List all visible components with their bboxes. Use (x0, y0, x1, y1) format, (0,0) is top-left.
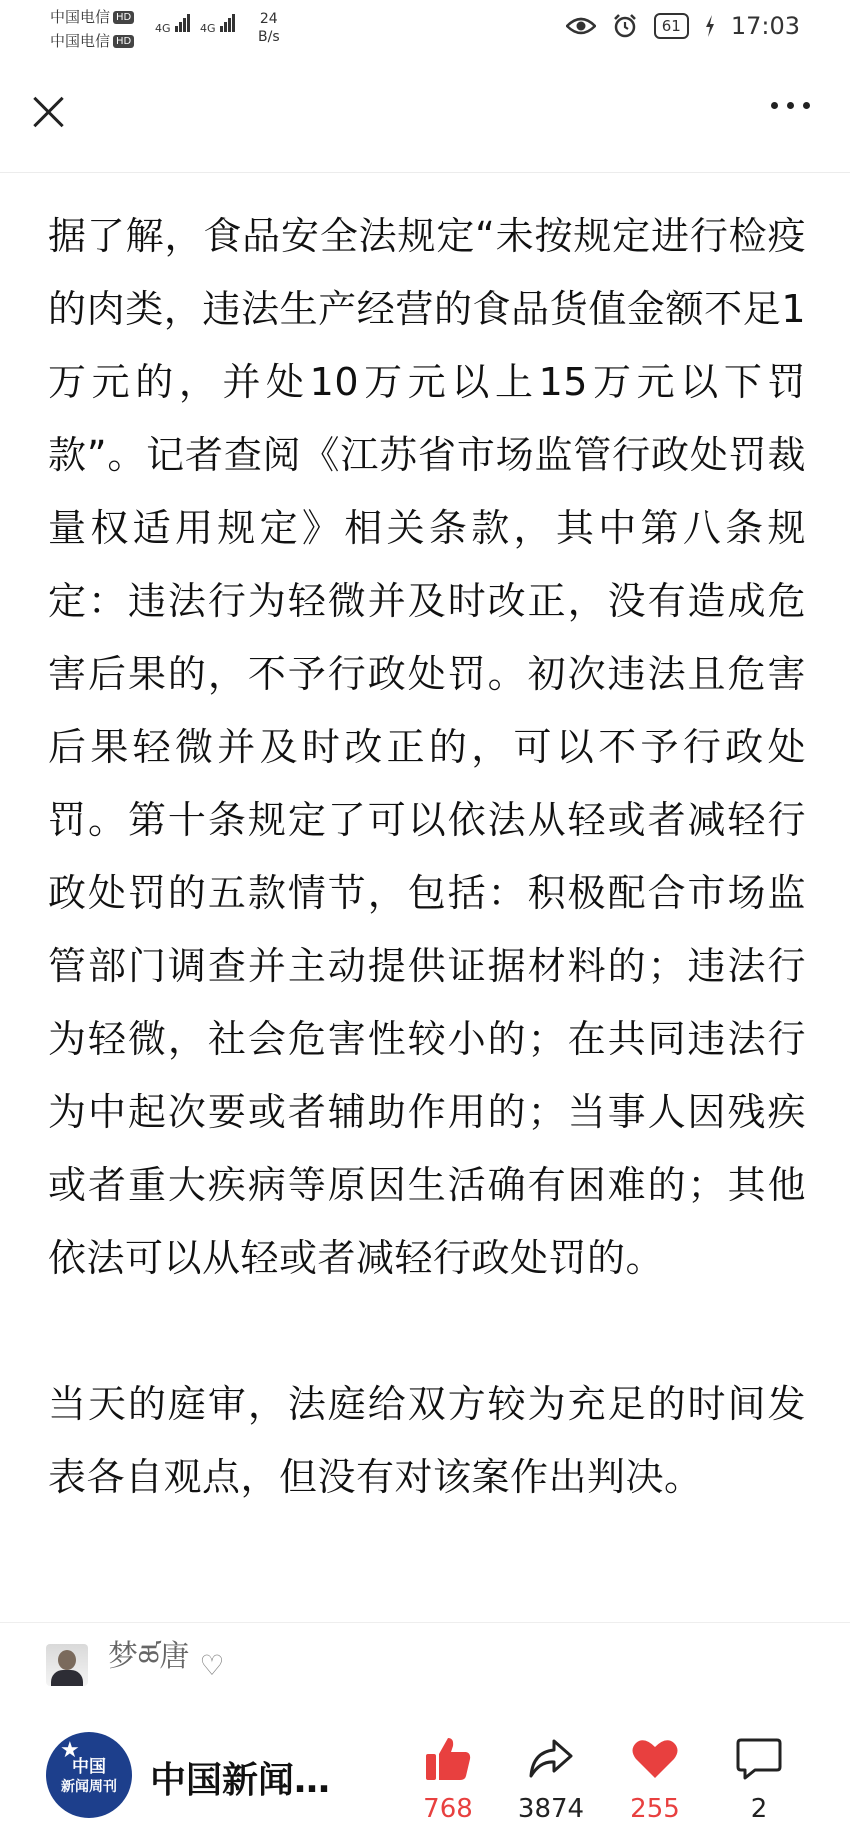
carrier-1 (50, 8, 134, 26)
comment-button[interactable] (714, 1728, 804, 1824)
hd-badge-2: HD (113, 35, 134, 48)
carrier-1-label: 中国电信 (50, 8, 111, 26)
brand-logo-line1: 中国 (72, 1757, 106, 1777)
comment-count: 2 (750, 1794, 768, 1824)
favorite-button[interactable] (610, 1728, 700, 1824)
article-body (48, 200, 806, 1514)
carrier-2-label: 中国电信 (50, 32, 111, 50)
brand-logo-line2: 新闻周刊 (61, 1779, 117, 1795)
thumbs-up-icon (424, 1736, 472, 1782)
charging-icon (705, 15, 715, 37)
network-type-1: 4G (155, 22, 171, 35)
comment-icon (735, 1737, 783, 1781)
author-name[interactable]: 梦ཚ唐 (108, 1639, 190, 1674)
status-right (566, 12, 800, 40)
alarm-icon (612, 13, 638, 39)
heart-icon (631, 1738, 679, 1780)
author-row[interactable] (46, 1640, 224, 1690)
share-icon (528, 1738, 574, 1780)
network-type-2: 4G (200, 22, 216, 35)
carrier-2 (50, 32, 134, 50)
article-paragraph-1: 据了解，食品安全法规定“未按规定进行检疫的肉类，违法生产经营的食品货值金额不足1万元的，并处10万元以上15万元以下罚款”。记者查阅《江苏省市场监管行政处罚裁量权适用规定》相关条款，其中第八条规定：违法行为轻微并及时改正，没有造成危害后果的，不予行政处罚。初次违法且危害后果轻微并及时改正的，可以不予行政处罚。第十条规定了可以依法从轻或者减轻行政处罚的五款情节，包括：积极配合市场监管部门调查并主动提供证据材料的；违法行为轻微，社会危害性较小的；在共同违法行为中起次要或者辅助作用的；当事人因残疾或者重大疾病等原因生活确有困难的；其他依法可以从轻或者减轻行政处罚的。 (48, 214, 806, 1280)
share-button[interactable] (506, 1728, 596, 1824)
top-nav (0, 60, 850, 173)
network-speed-value: 24 (259, 11, 278, 27)
share-count: 3874 (517, 1794, 585, 1824)
favorite-count: 255 (630, 1794, 680, 1824)
eye-icon (566, 16, 596, 36)
network-speed-unit: B/s (258, 29, 280, 45)
brand-logo[interactable] (46, 1732, 132, 1818)
signal-1-icon (155, 14, 190, 35)
like-button[interactable] (403, 1728, 493, 1824)
close-icon[interactable] (28, 92, 68, 132)
clock: 17:03 (730, 12, 800, 40)
hd-badge-1: HD (113, 11, 134, 24)
battery-icon: 61 (654, 13, 689, 39)
star-icon: ★ (60, 1738, 80, 1763)
brand-name[interactable]: 中国新闻… (150, 1760, 331, 1801)
network-speed (258, 10, 280, 46)
more-icon[interactable] (771, 102, 810, 109)
signal-2-icon (200, 14, 235, 35)
heart-outline-icon[interactable]: ♡ (199, 1648, 225, 1682)
like-count: 768 (423, 1794, 473, 1824)
article-paragraph-2: 当天的庭审，法庭给双方较为充足的时间发表各自观点，但没有对该案作出判决。 (48, 1382, 806, 1499)
status-bar (0, 0, 850, 60)
bottom-action-bar (0, 1720, 850, 1842)
avatar[interactable] (46, 1644, 88, 1686)
